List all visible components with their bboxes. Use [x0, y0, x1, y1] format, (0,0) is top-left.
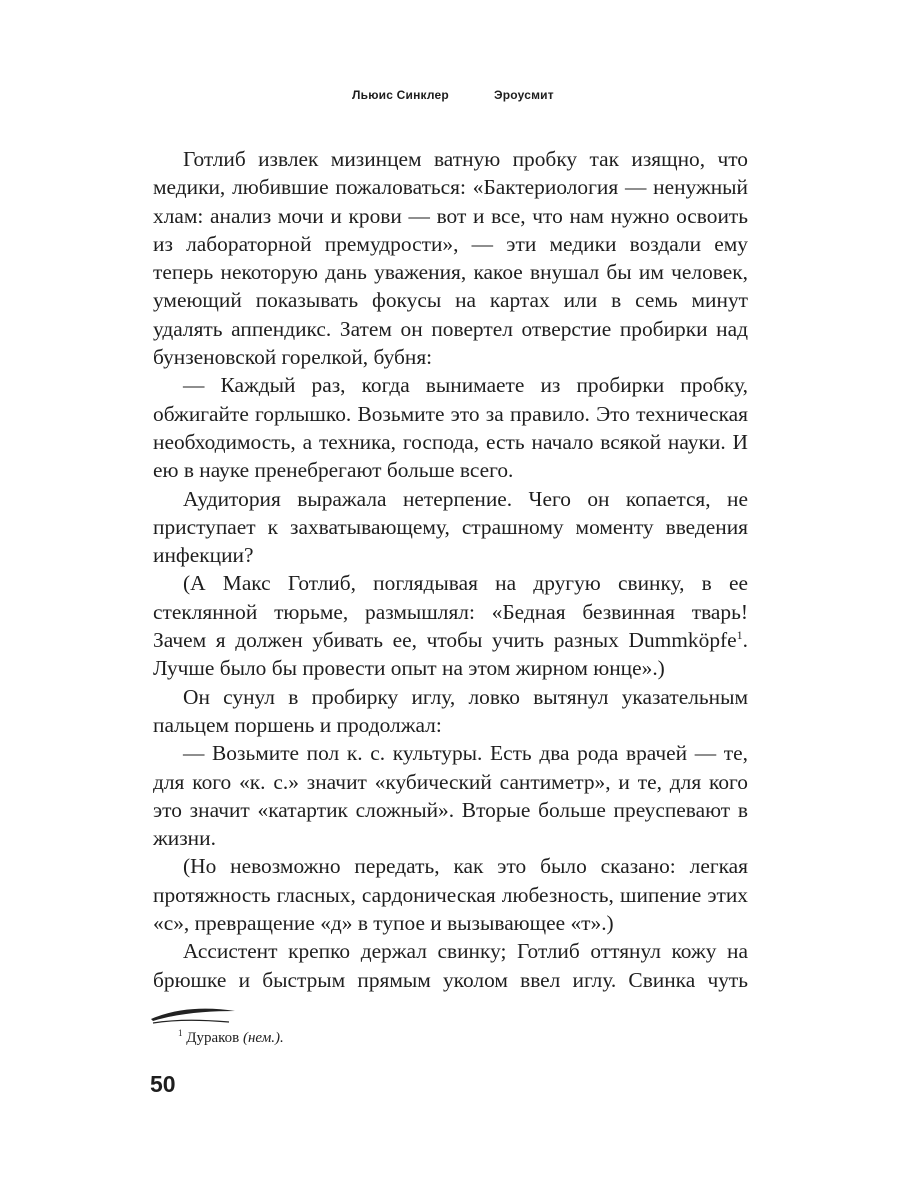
running-head-book-title: Эроусмит: [494, 88, 554, 102]
paragraph: Ассистент крепко держал свинку; Готлиб оттянул кожу на брюшке и быстрым прямым уколом ввел иглу. Свинка чуть: [153, 939, 748, 992]
paragraph-text: (А Макс Готлиб, поглядывая на другую свинку, в ее стеклянной тюрьме, размышлял: «Бедная безвинная тварь! Зачем я должен убивать ее, чтобы учить разных Dummköpfe: [153, 571, 748, 653]
paragraph: Аудитория выражала нетерпение. Чего он копается, не приступает к захватывающему, страшному моменту введения инфекции?: [153, 486, 748, 568]
paragraph: Готлиб извлек мизинцем ватную пробку так изящно, что медики, любившие пожаловаться: «Бактериология — ненужный хлам: анализ мочи и крови — вот и все, что нам нужно освоить из лабораторной премудрости», — эти медики воздали ему теперь некоторую дань уважения, какое внушал бы им человек, умеющий показывать фокусы на картах или в семь минут удалять аппендикс. Затем он повертел отверстие пробирки над бунзеновской горелкой, бубня:: [153, 147, 748, 370]
footnote-divider-ornament: [149, 1003, 241, 1025]
paragraph: — Каждый раз, когда вынимаете из пробирки пробку, обжигайте горлышко. Возьмите это за правило. Это техническая необходимость, а техника, господа, есть начало всякой науки. И ею в науке пренебрегают больше всего.: [153, 373, 748, 483]
footnote-text: Дураков: [186, 1030, 240, 1046]
footnote-reference[interactable]: 1: [736, 628, 743, 643]
paragraph-text: . Лучше было бы провести опыт на этом жирном юнце».): [153, 628, 748, 681]
running-head-author: Льюис Синклер: [352, 88, 449, 102]
paragraph: Он сунул в пробирку иглу, ловко вытянул указательным пальцем поршень и продолжал:: [153, 684, 748, 737]
paragraph-with-footnote: [153, 569, 748, 682]
running-head: [0, 88, 900, 108]
paragraph: — Возьмите пол к. с. культуры. Есть два рода врачей — те, для кого «к. с.» значит «кубический сантиметр», и те, для кого это значит «катартик сложный». Вторые больше преуспевают в жизни.: [153, 741, 748, 851]
page-number: 50: [150, 1071, 176, 1097]
footnote-number: 1: [178, 1028, 183, 1038]
body-text: [153, 145, 748, 994]
footnote-note: (нем.).: [243, 1030, 284, 1046]
paragraph: (Но невозможно передать, как это было сказано: легкая протяжность гласных, сардоническая любезность, шипение этих «с», превращение «д» в тупое и вызывающее «т».): [153, 854, 748, 936]
footnote: [178, 1030, 284, 1047]
